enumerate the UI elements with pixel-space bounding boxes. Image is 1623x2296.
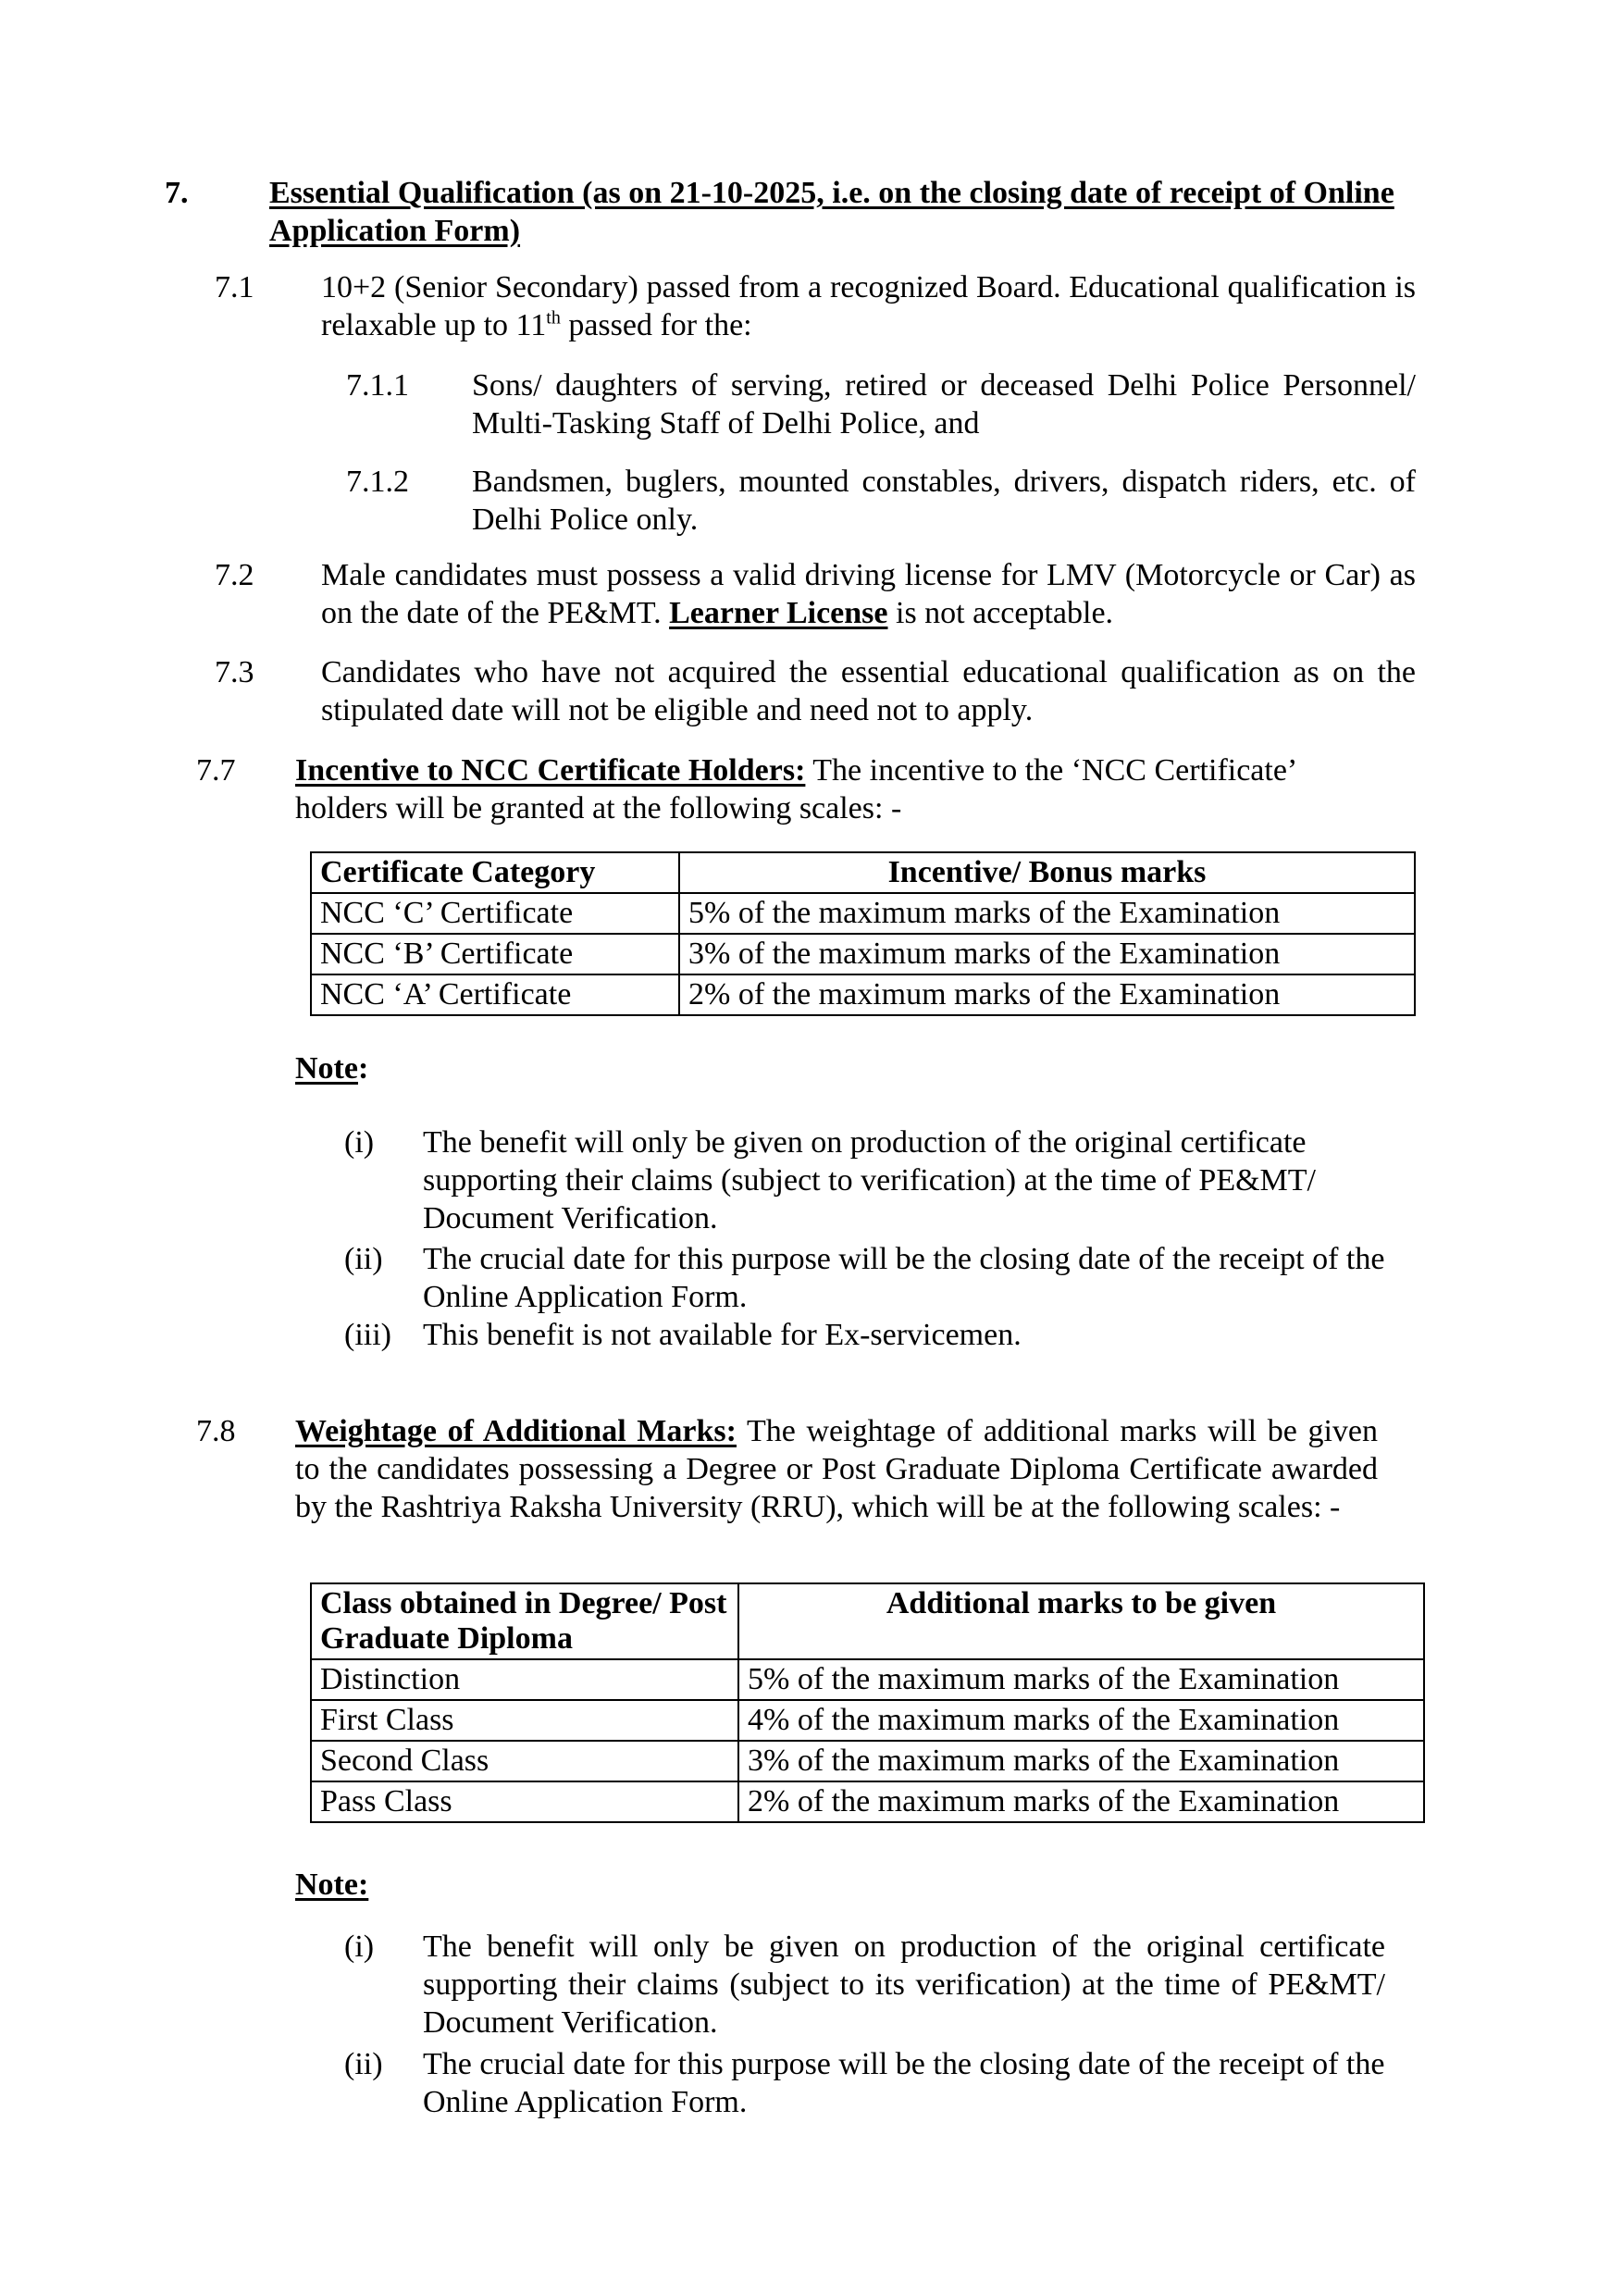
note-number: (i) <box>344 1930 375 1964</box>
section-7-8-text: Weightage of Additional Marks: The weightage of additional marks will be given to the candidates possessing a Degree or Post Graduate Diploma Certificate awarded by the Rashtriya Raksha University (RRU), which will be at the following scales: - <box>295 1414 1378 1524</box>
note-label: Note: <box>295 1051 369 1086</box>
table-cell: 3% of the maximum marks of the Examination <box>679 934 1415 974</box>
ncc-incentive-table <box>310 851 1416 1016</box>
item-7-2-number: 7.2 <box>215 558 254 592</box>
table-cell: Pass Class <box>311 1781 738 1822</box>
table-header-row <box>311 1583 1424 1659</box>
section-7-title: Essential Qualification (as on 21-10-2025, i.e. on the closing date of receipt of Online Application Form) <box>269 176 1394 248</box>
section-7-7-number: 7.7 <box>196 753 236 788</box>
note-number: (ii) <box>344 1242 383 1276</box>
table-cell: 3% of the maximum marks of the Examination <box>738 1741 1424 1781</box>
item-7-3-text: Candidates who have not acquired the essential educational qualification as on the stipulated date will not be eligible and need not to apply. <box>321 655 1416 727</box>
table-row <box>311 934 1415 974</box>
table-cell: First Class <box>311 1700 738 1741</box>
item-7-1-text: 10+2 (Senior Secondary) passed from a recognized Board. Educational qualification is relaxable up to 11th passed for the: <box>321 270 1416 342</box>
table-cell: 4% of the maximum marks of the Examination <box>738 1700 1424 1741</box>
table-cell: NCC ‘A’ Certificate <box>311 974 679 1015</box>
note-text: The crucial date for this purpose will be the closing date of the receipt of the Online Application Form. <box>423 2047 1385 2119</box>
table-cell: 2% of the maximum marks of the Examination <box>738 1781 1424 1822</box>
item-7-1-1-number: 7.1.1 <box>346 368 409 403</box>
section-7-number: 7. <box>165 176 189 210</box>
item-7-1-1-text: Sons/ daughters of serving, retired or deceased Delhi Police Personnel/ Multi-Tasking Staff of Delhi Police, and <box>472 368 1416 441</box>
item-7-3-number: 7.3 <box>215 655 254 689</box>
note-text: This benefit is not available for Ex-servicemen. <box>423 1318 1022 1352</box>
table-cell: 5% of the maximum marks of the Examination <box>738 1659 1424 1700</box>
note-text: The crucial date for this purpose will be the closing date of the receipt of the Online Application Form. <box>423 1242 1385 1314</box>
table-row <box>311 1741 1424 1781</box>
table-header: Additional marks to be given <box>738 1583 1424 1659</box>
section-7-7-text: Incentive to NCC Certificate Holders: The incentive to the ‘NCC Certificate’ holders will be granted at the following scales: - <box>295 753 1295 825</box>
table-cell: Second Class <box>311 1741 738 1781</box>
item-7-1-2-text: Bandsmen, buglers, mounted constables, drivers, dispatch riders, etc. of Delhi Police only. <box>472 465 1416 537</box>
item-7-2-text: Male candidates must possess a valid driving license for LMV (Motorcycle or Car) as on the date of the PE&MT. Learner License is not acceptable. <box>321 558 1416 630</box>
note-number: (iii) <box>344 1318 391 1352</box>
section-7-7-heading: Incentive to NCC Certificate Holders: <box>295 753 806 788</box>
table-cell: NCC ‘C’ Certificate <box>311 893 679 934</box>
table-row <box>311 893 1415 934</box>
note-number: (i) <box>344 1125 375 1160</box>
note-number: (ii) <box>344 2047 383 2081</box>
table-header: Certificate Category <box>311 852 679 893</box>
item-7-1-number: 7.1 <box>215 270 254 304</box>
table-header: Incentive/ Bonus marks <box>679 852 1415 893</box>
table-header-row <box>311 852 1415 893</box>
learner-license-emphasis: Learner License <box>669 596 888 630</box>
table-row <box>311 1700 1424 1741</box>
item-7-1-2-number: 7.1.2 <box>346 465 409 499</box>
table-header: Class obtained in Degree/ Post Graduate Diploma <box>311 1583 738 1659</box>
note-label: Note: <box>295 1868 369 1902</box>
note-text: The benefit will only be given on production of the original certificate supporting their claims (subject to verification) at the time of PE&MT/ Document Verification. <box>423 1125 1316 1235</box>
section-7-8-number: 7.8 <box>196 1414 236 1448</box>
table-cell: 2% of the maximum marks of the Examination <box>679 974 1415 1015</box>
additional-marks-table <box>310 1582 1425 1823</box>
section-7-8-heading: Weightage of Additional Marks: <box>295 1414 737 1448</box>
table-cell: NCC ‘B’ Certificate <box>311 934 679 974</box>
table-cell: Distinction <box>311 1659 738 1700</box>
table-cell: 5% of the maximum marks of the Examination <box>679 893 1415 934</box>
table-row <box>311 1659 1424 1700</box>
note-text: The benefit will only be given on production of the original certificate supporting their claims (subject to its verification) at the time of PE&MT/ Document Verification. <box>423 1930 1385 2040</box>
table-row <box>311 1781 1424 1822</box>
table-row <box>311 974 1415 1015</box>
